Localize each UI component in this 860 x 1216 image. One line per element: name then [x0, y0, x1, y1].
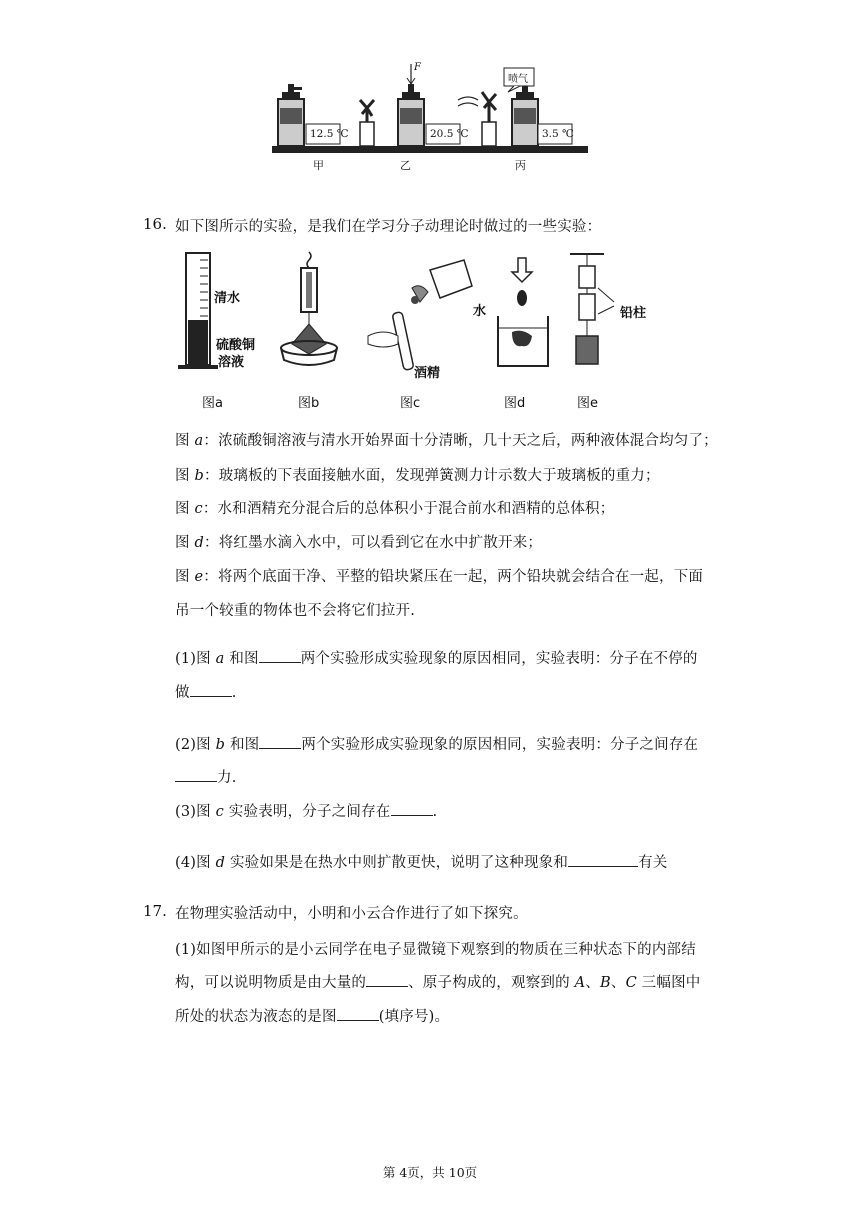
- bottle-bing: [512, 84, 538, 146]
- q17-stem: 在物理实验活动中，小明和小云合作进行了如下探究。: [175, 906, 528, 922]
- label-jia: 甲: [313, 159, 324, 172]
- answer-blank[interactable]: [391, 801, 433, 816]
- answer-blank[interactable]: [337, 1006, 379, 1021]
- answer-blank[interactable]: [259, 734, 301, 749]
- fig-a-label-cuso4-1: 硫酸铜: [216, 338, 256, 353]
- q16-sub1-line2: 做 .: [175, 681, 237, 702]
- desc-c: 图 c：水和酒精充分混合后的总体积小于混合前水和酒精的总体积；: [175, 501, 615, 517]
- q16-number: 16.: [143, 215, 167, 233]
- fig-a-label-water: 清水: [214, 291, 241, 306]
- temp-label-yi: 20.5 ℃: [430, 128, 469, 140]
- fig-e-lead-blocks: [570, 254, 614, 364]
- fig-a-cylinder: [178, 253, 218, 369]
- caption-fig-e: 图e: [577, 396, 598, 411]
- q16-sub1-line1: (1)图 a 和图 两个实验形成实验现象的原因相同，实验表明：分子在不停的: [175, 647, 698, 668]
- caption-fig-c: 图c: [400, 396, 421, 411]
- bubble-label: 喷气: [508, 74, 528, 85]
- q16-stem: 如下图所示的实验，是我们在学习分子动理论时做过的一些实验：: [175, 219, 602, 235]
- force-label: F: [414, 62, 421, 73]
- top-experiment-figure: [268, 60, 592, 172]
- fig-c-label-alcohol: 酒精: [414, 366, 441, 381]
- answer-blank[interactable]: [366, 972, 408, 987]
- bottle-yi: [398, 64, 424, 146]
- desc-b: 图 b：玻璃板的下表面接触水面，发现弹簧测力计示数大于玻璃板的重力；: [175, 468, 660, 484]
- q17-sub1-line2: 构，可以说明物质是由大量的 、原子构成的，观察到的 A、B、C 三幅图中: [175, 971, 700, 992]
- fig-c-label-water: 水: [473, 304, 487, 319]
- temp-label-jia: 12.5 ℃: [310, 128, 349, 140]
- answer-blank[interactable]: [175, 767, 217, 782]
- q16-sub4: (4)图 d 实验如果是在热水中则扩散更快，说明了这种现象和 有关: [175, 851, 667, 872]
- q16-sub2-line2: 力.: [175, 766, 237, 787]
- q17-sub1-line1: (1)如图甲所示的是小云同学在电子显微镜下观察到的物质在三种状态下的内部结: [175, 942, 696, 958]
- page-footer: 第 4页，共 10页: [382, 1165, 478, 1180]
- bottle-jia: [278, 84, 304, 146]
- pinwheel-yi-left: [360, 100, 374, 146]
- desc-e-cont: 吊一个较重的物体也不会将它们拉开.: [175, 603, 416, 619]
- label-yi: 乙: [400, 159, 411, 172]
- answer-blank[interactable]: [190, 682, 232, 697]
- caption-fig-d: 图d: [504, 396, 526, 411]
- answer-blank[interactable]: [568, 852, 638, 867]
- label-bing: 丙: [515, 159, 526, 172]
- temp-label-bing: 3.5 ℃: [542, 128, 574, 140]
- caption-fig-b: 图b: [298, 396, 320, 411]
- q16-sub3: (3)图 c 实验表明，分子之间存在 .: [175, 800, 437, 821]
- q16-sub2-line1: (2)图 b 和图 两个实验形成实验现象的原因相同，实验表明：分子之间存在: [175, 733, 698, 754]
- q17-number: 17.: [143, 902, 167, 920]
- caption-fig-a: 图a: [202, 396, 223, 411]
- fig-a-label-cuso4-2: 溶液: [218, 355, 245, 370]
- desc-e: 图 e：将两个底面干净、平整的铅块紧压在一起，两个铅块就会结合在一起，下面: [175, 569, 704, 585]
- fig-d-beaker: [498, 258, 548, 366]
- answer-blank[interactable]: [259, 648, 301, 663]
- fig-c-pouring: [368, 260, 472, 370]
- fig-b-spring-scale: [281, 252, 337, 365]
- fig-e-label-lead: 铅柱: [620, 306, 647, 321]
- desc-a: 图 a：浓硫酸铜溶液与清水开始界面十分清晰，几十天之后，两种液体混合均匀了；: [175, 433, 718, 449]
- q17-sub1-line3: 所处的状态为液态的是图 (填序号)。: [175, 1005, 449, 1026]
- desc-d: 图 d：将红墨水滴入水中，可以看到它在水中扩散开来；: [175, 535, 543, 551]
